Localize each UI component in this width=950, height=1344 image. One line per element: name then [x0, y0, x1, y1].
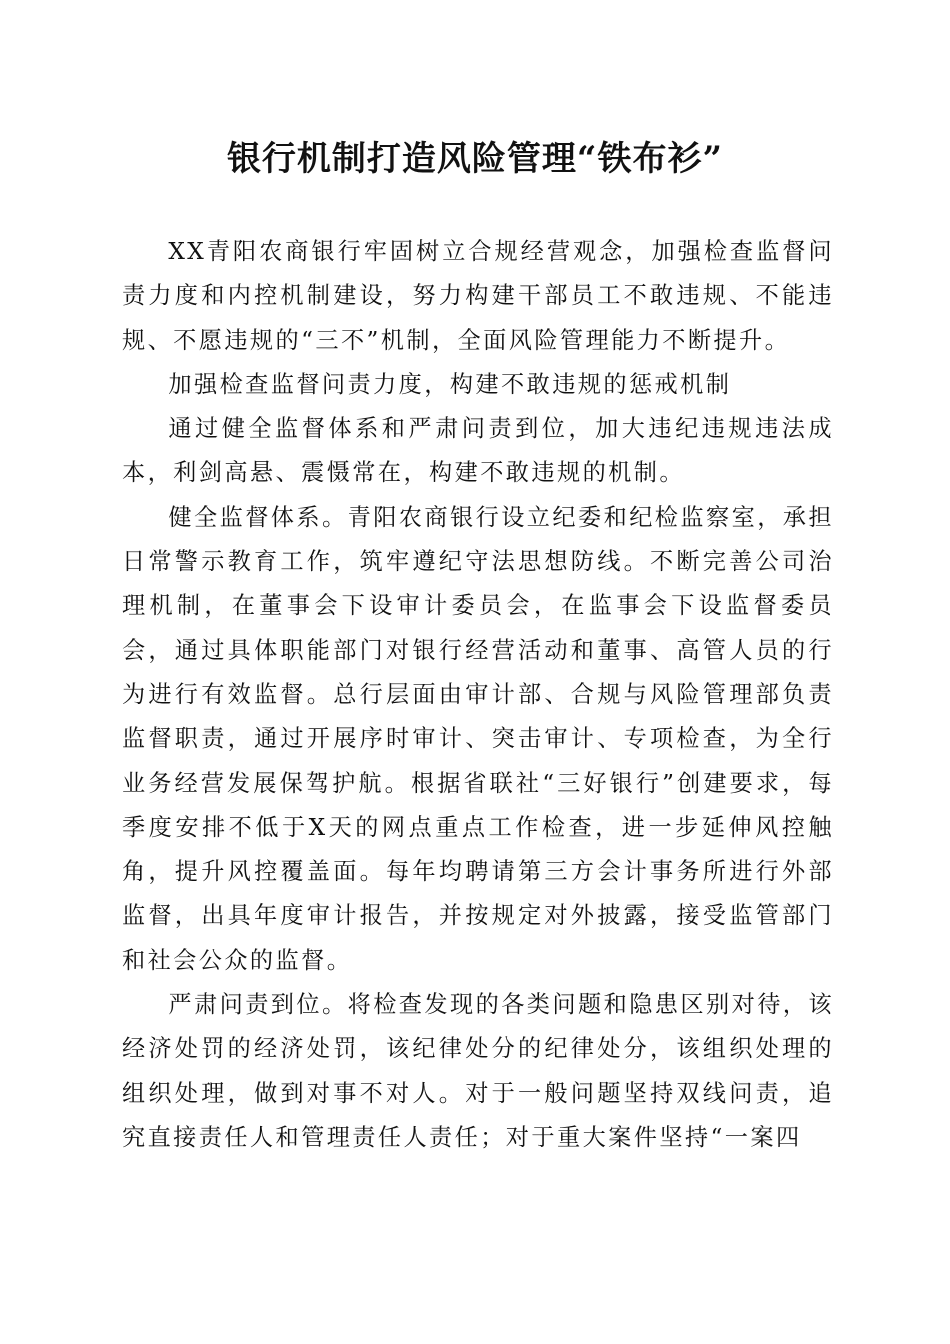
document-title: 银行机制打造风险管理“铁布衫” — [226, 139, 724, 179]
document-body — [122, 230, 834, 1160]
paragraph-supervision-system: 健全监督体系。青阳农商银行设立纪委和纪检监察室，承担日常警示教育工作，筑牢遵纪守法思想防线。不断完善公司治理机制，在董事会下设审计委员会，在监事会下设监督委员会，通过具体职能部门对银行经营活动和董事、高管人员的行为进行有效监督。总行层面由审计部、合规与风险管理部负责监督职责，通过开展序时审计、突击审计、专项检查，为全行业务经营发展保驾护航。根据省联社“三好银行”创建要求，每季度安排不低于X天的网点重点工作检查，进一步延伸风控触角，提升风控覆盖面。每年均聘请第三方会计事务所进行外部监督，出具年度审计报告，并按规定对外披露，接受监管部门和社会公众的监督。 — [122, 503, 834, 974]
paragraph-overview: 通过健全监督体系和严肃问责到位，加大违纪违规违法成本，利剑高悬、震慑常在，构建不敢违规的机制。 — [122, 415, 834, 487]
section-heading: 加强检查监督问责力度，构建不敢违规的惩戒机制 — [168, 370, 732, 398]
paragraph-accountability: 严肃问责到位。将检查发现的各类问题和隐患区别对待，该经济处罚的经济处罚，该纪律处分的纪律处分，该组织处理的组织处理，做到对事不对人。对于一般问题坚持双线问责，追究直接责任人和管理责任人责任；对于重大案件坚持“一案四 — [122, 991, 834, 1151]
paragraph-intro: XX青阳农商银行牢固树立合规经营观念，加强检查监督问责力度和内控机制建设，努力构建干部员工不敢违规、不能违规、不愿违规的“三不”机制，全面风险管理能力不断提升。 — [122, 238, 834, 354]
